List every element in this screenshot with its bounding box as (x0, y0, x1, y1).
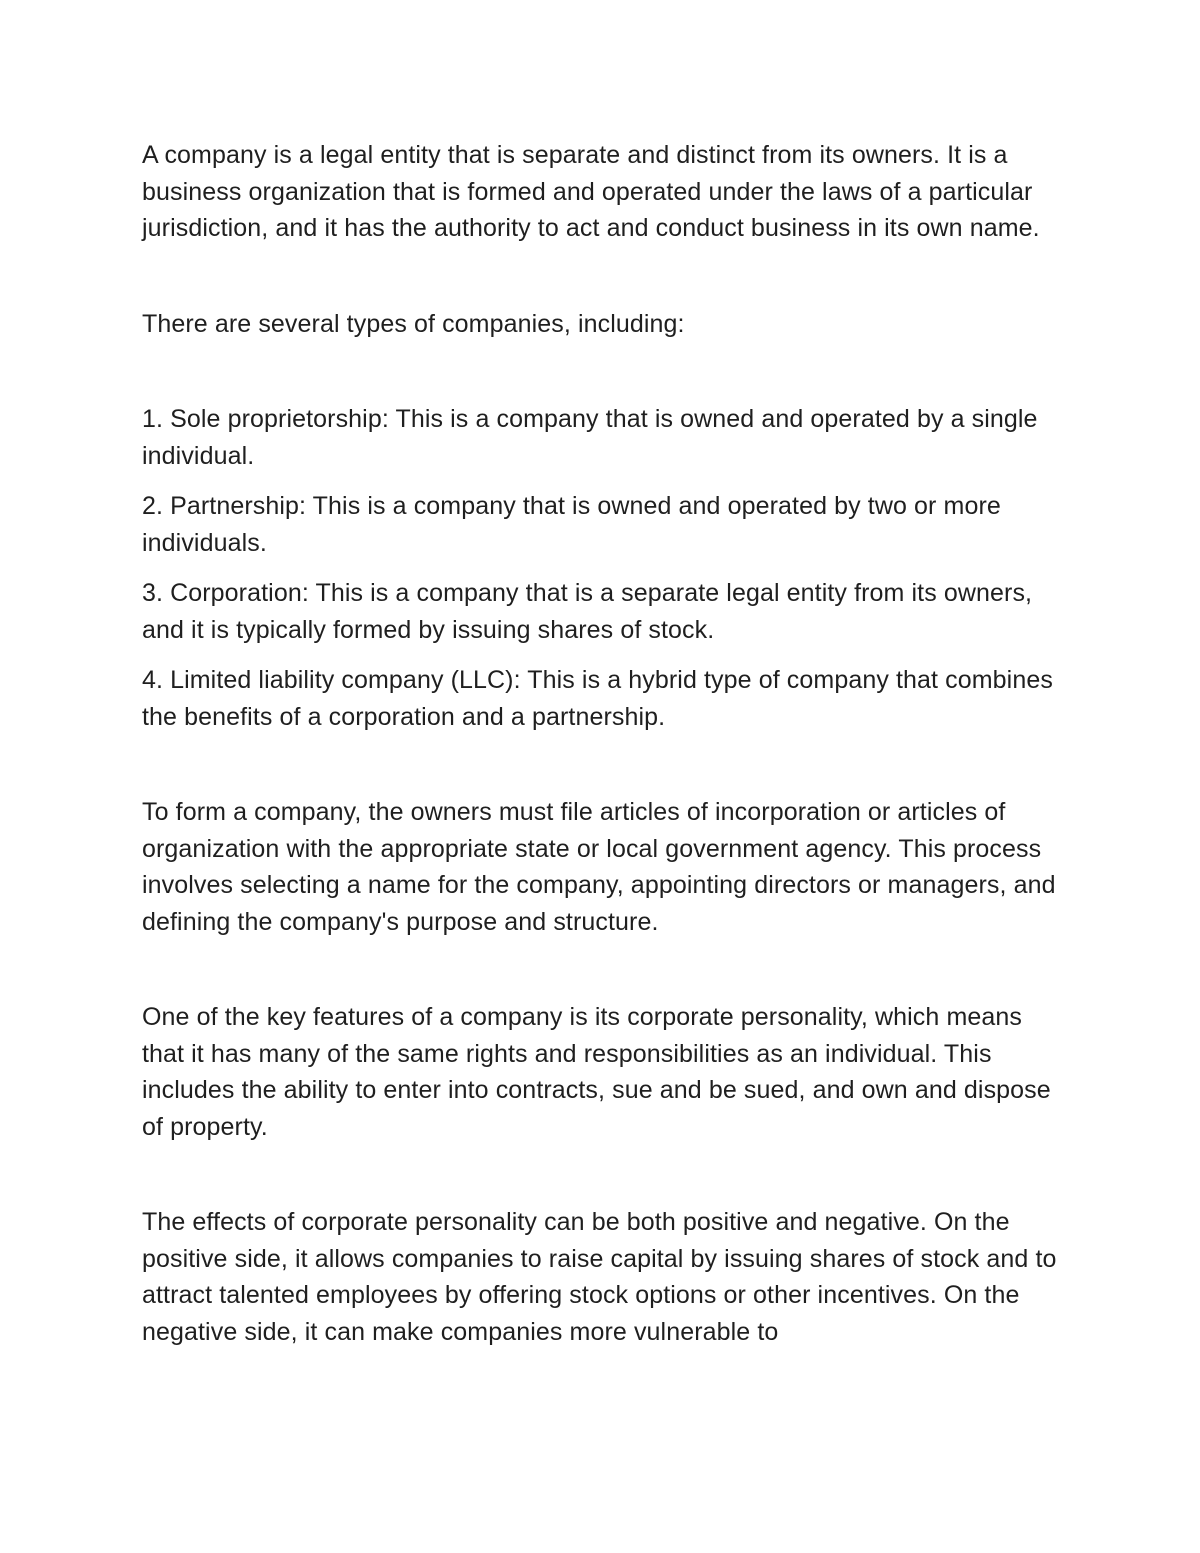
list-item: 4. Limited liability company (LLC): This is a hybrid type of company that combines the benefits of a corporation and a partnership. (142, 666, 1053, 731)
list-item: 1. Sole proprietorship: This is a company that is owned and operated by a single individual. (142, 405, 1038, 470)
list-item: 3. Corporation: This is a company that is a separate legal entity from its owners, and it is typically formed by issuing shares of stock. (142, 579, 1033, 644)
types-intro-paragraph: There are several types of companies, including: (142, 309, 685, 338)
document-body (142, 137, 1062, 1350)
effects-paragraph: The effects of corporate personality can be both positive and negative. On the positive side, it allows companies to raise capital by issuing shares of stock and to attract talented employees by offering stock options or other incentives. On the negative side, it can make companies more vulnerable to (142, 1208, 1057, 1346)
company-types-list (142, 401, 1062, 735)
intro-paragraph: A company is a legal entity that is separate and distinct from its owners. It is a business organization that is formed and operated under the laws of a particular jurisdiction, and it has the authority to act and conduct business in its own name. (142, 141, 1040, 242)
list-item: 2. Partnership: This is a company that is owned and operated by two or more individuals. (142, 492, 1001, 557)
formation-paragraph: To form a company, the owners must file articles of incorporation or articles of organization with the appropriate state or local government agency. This process involves selecting a name for the company, appointing directors or managers, and defining the company's purpose and structure. (142, 798, 1056, 936)
personality-paragraph: One of the key features of a company is its corporate personality, which means that it has many of the same rights and responsibilities as an individual. This includes the ability to enter into contracts, sue and be sued, and own and dispose of property. (142, 1003, 1051, 1141)
